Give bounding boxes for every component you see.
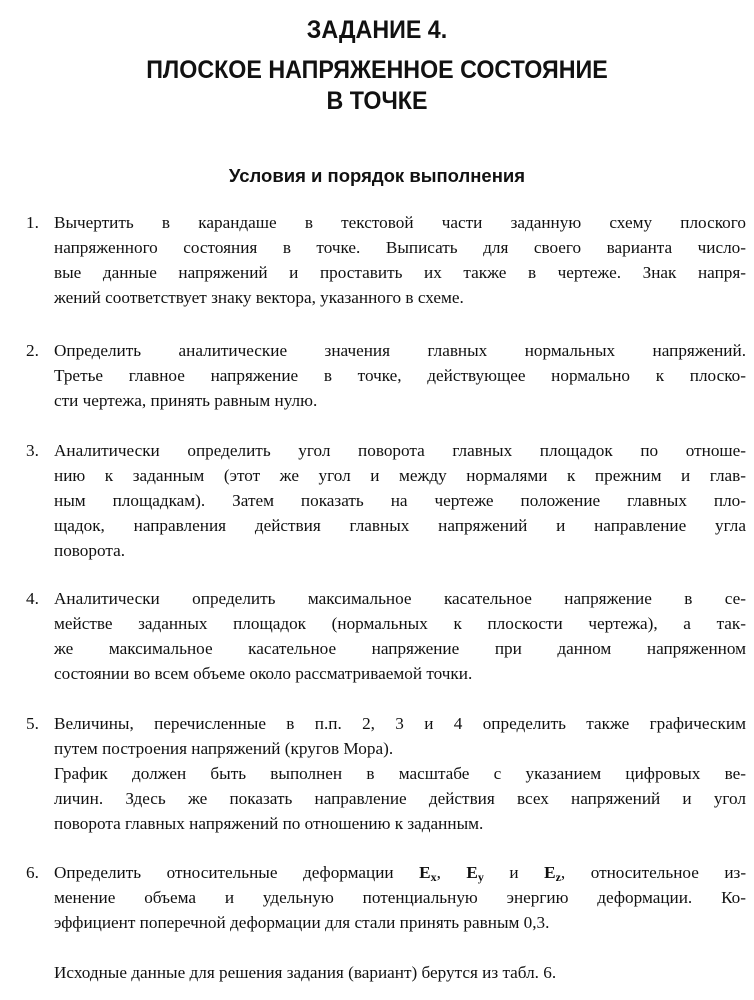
item-line: Третье главное напряжение в точке, действующее нормально к плоско- — [54, 366, 746, 385]
task-heading: ЗАДАНИЕ 4. — [306, 16, 448, 44]
item-line: состоянии во всем объеме около рассматриваемой точки. — [54, 664, 473, 683]
item-line-text: , относительное из- — [560, 863, 747, 882]
strain-y-symbol: $E_y$ — [466, 863, 484, 884]
item-line: личин. Здесь же показать направление действия всех напряжений и угол — [54, 789, 746, 808]
title-line-2: В ТОЧКЕ — [326, 87, 428, 115]
strain-x-symbol: $E_x$ — [419, 863, 437, 884]
item-line: График должен быть выполнен в масштабе с указанием цифровых ве- — [54, 764, 746, 783]
item-line: же максимальное касательное напряжение при данном напряженном — [54, 639, 746, 658]
item-line-text: Определить относительные деформации — [54, 863, 394, 882]
item-line: вые данные напряжений и проставить их также в чертеже. Знак напря- — [54, 263, 746, 282]
source-data-note: Исходные данные для решения задания (вариант) берутся из табл. 6. — [54, 963, 557, 982]
item-line: нию к заданным (этот же угол и между нормалями к прежним и глав- — [54, 466, 746, 485]
item-line: Определить аналитические значения главных нормальных напряжений. — [54, 341, 746, 360]
item-line: поворота главных напряжений по отношению к заданным. — [54, 814, 484, 833]
item-line: Аналитически определить угол поворота главных площадок по отноше- — [54, 441, 746, 460]
item-line: Определить относительные деформации $E_x$, $E_y$ и $E_z$, относительное из- — [54, 863, 747, 884]
title-line-1: ПЛОСКОЕ НАПРЯЖЕННОЕ СОСТОЯНИЕ — [146, 56, 608, 84]
item-line: ным площадкам). Затем показать на чертеже положение главных пло- — [54, 491, 746, 510]
item-line: жений соответствует знаку вектора, указанного в схеме. — [54, 288, 464, 307]
item-line: Величины, перечисленные в п.п. 2, 3 и 4 определить также графическим — [54, 714, 746, 733]
item-number: 4. — [26, 589, 39, 608]
item-number: 5. — [26, 714, 39, 733]
item-line: сти чертежа, принять равным нулю. — [54, 391, 318, 410]
item-line: мействе заданных площадок (нормальных к плоскости чертежа), а так- — [54, 614, 746, 633]
item-line: эффициент поперечной деформации для стали принять равным 0,3. — [54, 913, 550, 932]
item-number: 6. — [26, 863, 39, 882]
item-line: щадок, направления действия главных напряжений и направление угла — [54, 516, 746, 535]
item-line: путем построения напряжений (кругов Мора). — [54, 739, 394, 758]
item-number: 2. — [26, 341, 39, 360]
strain-z-symbol: $E_z$ — [544, 863, 561, 884]
item-number: 1. — [26, 213, 39, 232]
section-subtitle: Условия и порядок выполнения — [228, 165, 526, 186]
item-line: менение объема и удельную потенциальную энергию деформации. Ко- — [54, 888, 746, 907]
conjunction: и — [509, 863, 519, 882]
item-line: напряженного состояния в точке. Выписать для своего варианта число- — [54, 238, 746, 257]
item-line: поворота. — [54, 541, 125, 560]
item-number: 3. — [26, 441, 39, 460]
item-line: Вычертить в карандаше в текстовой части заданную схему плоского — [54, 213, 746, 232]
item-line: Аналитически определить максимальное касательное напряжение в се- — [54, 589, 746, 608]
